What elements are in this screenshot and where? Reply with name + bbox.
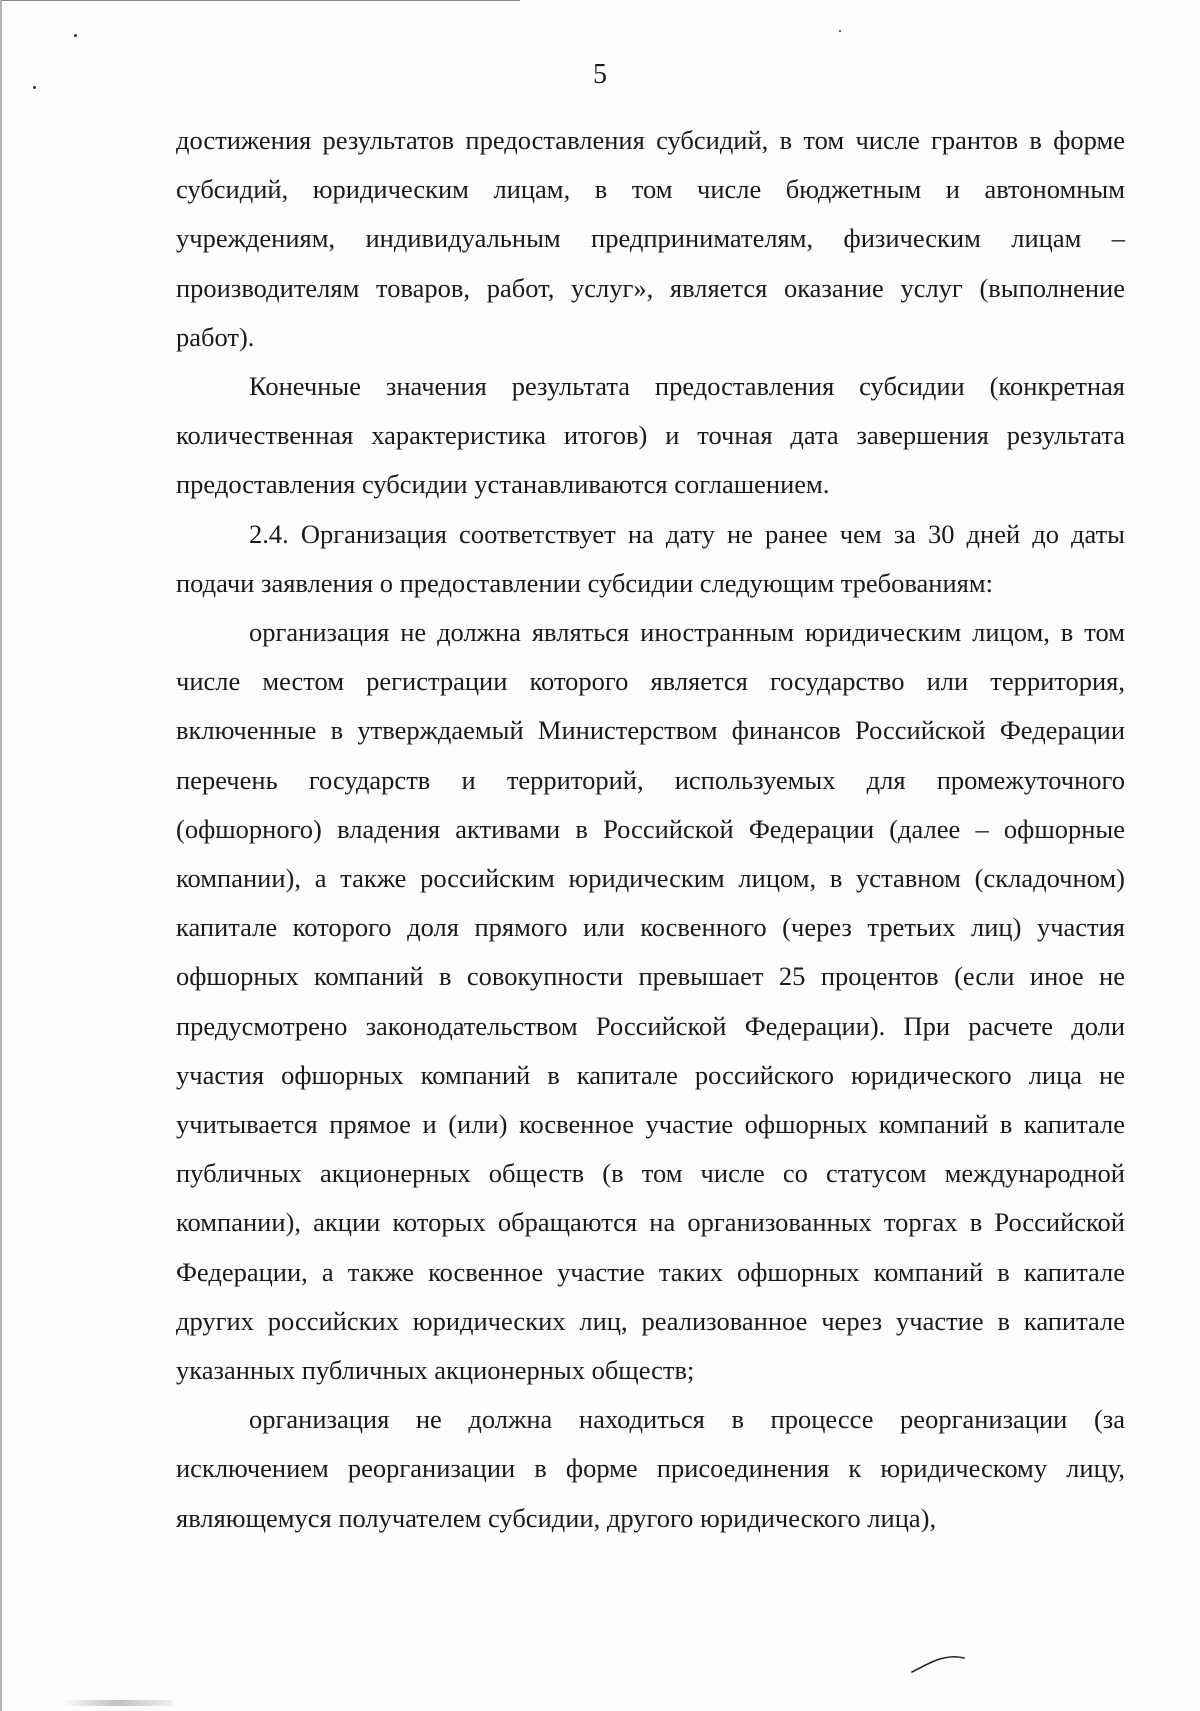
scan-smudge (62, 1700, 172, 1706)
initials-mark-icon (910, 1654, 966, 1674)
paragraph-final-values: Конечные значения результата предоставления субсидии (конкретная количественная характеристика итогов) и точная дата завершения результата предоставления субсидии устанавливаются соглашением. (176, 371, 1125, 500)
scan-edge-top (0, 0, 520, 1)
paragraph-2-4: 2.4. Организация соответствует на дату не ранее чем за 30 дней до даты подачи заявления о предоставлении субсидии следующим требованиям: (176, 518, 1125, 598)
page-number: 5 (593, 59, 607, 90)
document-body (176, 116, 1125, 1543)
scan-edge-left (0, 0, 2, 1711)
paragraph-reorganization-requirement: организация не должна находиться в процессе реорганизации (за исключением реорганизации в форме присоединения к юридическому лицу, являющемуся получателем субсидии, другого юридического лица), (176, 1404, 1125, 1533)
scan-speck (839, 30, 841, 32)
scan-speck (74, 34, 77, 37)
paragraph-offshore-requirement: организация не должна являться иностранным юридическим лицом, в том числе местом регистрации которого является государство или территория, включенные в утверждаемый Министерством финансов Российской Федерации перечень государств и территорий, используемых для промежуточного (офшорного) владения активами в Российской Федерации (далее – офшорные компании), а также российским юридическим лицом, в уставном (складочном) капитале которого доля прямого или косвенного (через третьих лиц) участия офшорных компаний в совокупности превышает 25 процентов (если иное не предусмотрено законодательством Российской Федерации). При расчете доли участия офшорных компаний в капитале российского юридического лица не учитывается прямое и (или) косвенное участие офшорных компаний в капитале публичных акционерных обществ (в том числе со статусом международной компании), акции которых обращаются на организованных торгах в Российской Федерации, а также косвенное участие таких офшорных компаний в капитале других российских юридических лиц, реализованное через участие в капитале указанных публичных акционерных обществ; (176, 617, 1125, 1386)
paragraph-continuation: достижения результатов предоставления субсидий, в том числе грантов в форме субсидий, юридическим лицам, в том числе бюджетным и автономным учреждениям, индивидуальным предпринимателям, физическим лицам – производителям товаров, работ, услуг», является оказание услуг (выполнение работ). (176, 125, 1125, 352)
